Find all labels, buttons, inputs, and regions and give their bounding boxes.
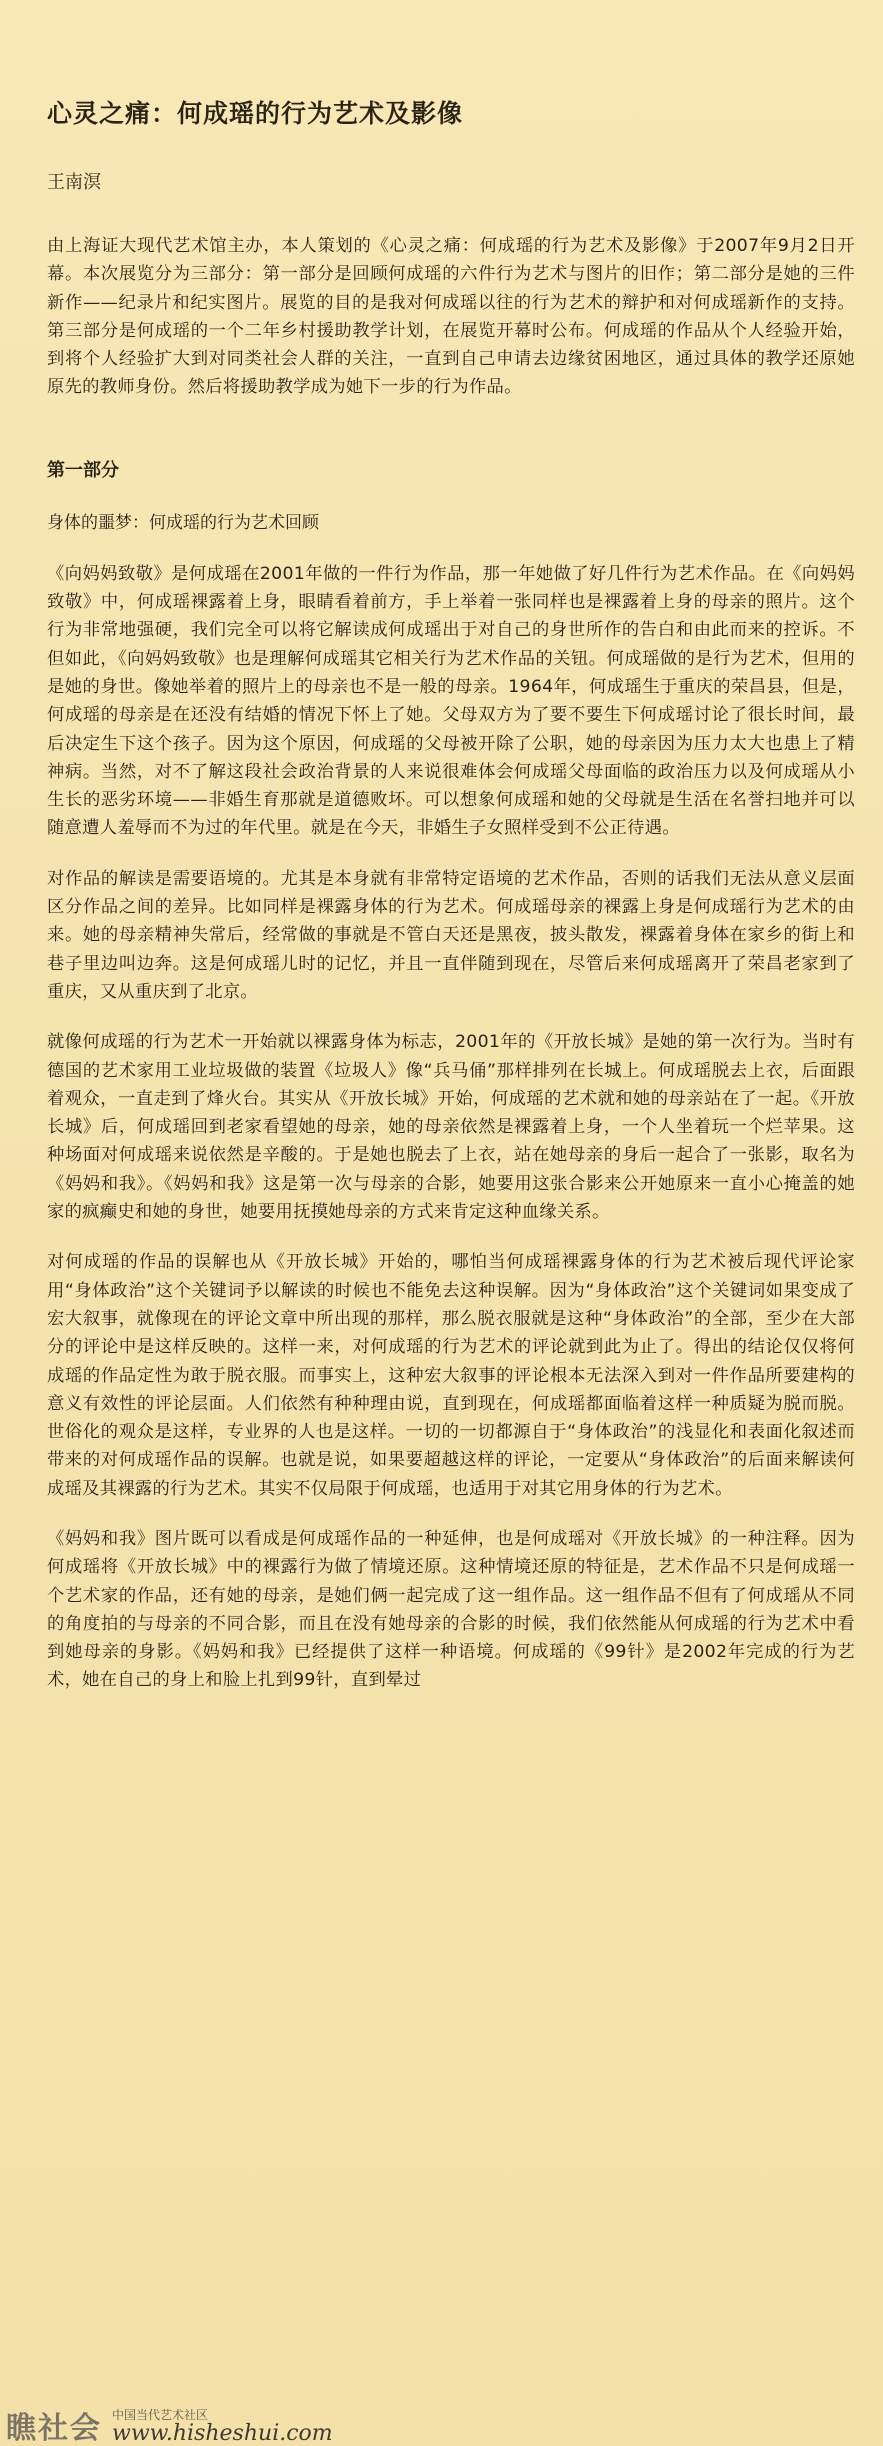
intro-paragraph: 由上海证大现代艺术馆主办，本人策划的《心灵之痛：何成瑶的行为艺术及影像》于2007年9月2日开幕。本次展览分为三部分：第一部分是回顾何成瑶的六件行为艺术与图片的旧作；第二部分是她的三件新作——纪录片和纪实图片。展览的目的是我对何成瑶以往的行为艺术的辩护和对何成瑶新作的支持。第三部分是何成瑶的一个二年乡村援助教学计划，在展览开幕时公布。何成瑶的作品从个人经验开始，到将个人经验扩大到对同类社会人群的关注，一直到自己申请去边缘贫困地区，通过具体的教学还原她原先的教师身份。然后将援助教学成为她下一步的行为作品。 bbox=[47, 236, 855, 398]
body-paragraph: 对何成瑶的作品的误解也从《开放长城》开始的，哪怕当何成瑶裸露身体的行为艺术被后现代评论家用“身体政治”这个关键词予以解读的时候也不能免去这种误解。因为“身体政治”这个关键词如果变成了宏大叙事，就像现在的评论文章中所出现的那样，那么脱衣服就是这种“身体政治”的全部，至少在大部分的评论中是这样反映的。这样一来，对何成瑶的行为艺术的评论就到此为止了。得出的结论仅仅将何成瑶的作品定性为敢于脱衣服。而事实上，这种宏大叙事的评论根本无法深入到对一件作品所要建构的意义有效性的评论层面。人们依然有种种理由说，直到现在，何成瑶都面临着这样一种质疑为脱而脱。世俗化的观众是这样，专业界的人也是这样。一切的一切都源自于“身体政治”的浅显化和表面化叙述而带来的对何成瑶作品的误解。也就是说，如果要超越这样的评论，一定要从“身体政治”的后面来解读何成瑶及其裸露的行为艺术。其实不仅局限于何成瑶，也适用于对其它用身体的行为艺术。 bbox=[47, 1252, 855, 1499]
body-paragraph: 《向妈妈致敬》是何成瑶在2001年做的一件行为作品，那一年她做了好几件行为艺术作品。在《向妈妈致敬》中，何成瑶裸露着上身，眼睛看着前方，手上举着一张同样也是裸露着上身的母亲的照片。这个行为非常地强硬，我们完全可以将它解读成何成瑶出于对自己的身世所作的告白和由此而来的控诉。不但如此，《向妈妈致敬》也是理解何成瑶其它相关行为艺术作品的关钮。何成瑶做的是行为艺术，但用的是她的身世。像她举着的照片上的母亲也不是一般的母亲。1964年，何成瑶生于重庆的荣昌县，但是，何成瑶的母亲是在还没有结婚的情况下怀上了她。父母双方为了要不要生下何成瑶讨论了很长时间，最后决定生下这个孩子。因为这个原因，何成瑶的父母被开除了公职，她的母亲因为压力太大也患上了精神病。当然，对不了解这段社会政治背景的人来说很难体会何成瑶父母面临的政治压力以及何成瑶从小生长的恶劣环境——非婚生育那就是道德败坏。可以想象何成瑶和她的父母就是生活在名誉扫地并可以随意遭人羞辱而不为过的年代里。就是在今天，非婚生子女照样受到不公正待遇。 bbox=[47, 563, 855, 839]
watermark-logo: 瞧社会 bbox=[6, 2411, 102, 2446]
article-author: 王南溟 bbox=[47, 172, 101, 193]
section-1-subheading: 身体的噩梦：何成瑶的行为艺术回顾 bbox=[47, 512, 319, 533]
site-watermark bbox=[0, 2404, 883, 2446]
article bbox=[47, 96, 855, 1717]
section-1-heading: 第一部分 bbox=[47, 459, 119, 481]
watermark-url: www.hisheshui.com bbox=[112, 2421, 333, 2446]
article-title: 心灵之痛：何成瑶的行为艺术及影像 bbox=[47, 99, 464, 128]
body-paragraph: 就像何成瑶的行为艺术一开始就以裸露身体为标志，2001年的《开放长城》是她的第一次行为。当时有德国的艺术家用工业垃圾做的装置《垃圾人》像“兵马俑”那样排列在长城上。何成瑶脱去上衣，后面跟着观众，一直走到了烽火台。其实从《开放长城》开始，何成瑶的艺术就和她的母亲站在了一起。《开放长城》后，何成瑶回到老家看望她的母亲，她的母亲依然是裸露着上身，一个人坐着玩一个烂苹果。这种场面对何成瑶来说依然是辛酸的。于是她也脱去了上衣，站在她母亲的身后一起合了一张影，取名为《妈妈和我》。《妈妈和我》这是第一次与母亲的合影，她要用这张合影来公开她原来一直小心掩盖的她家的疯癫史和她的身世，她要用抚摸她母亲的方式来肯定这种血缘关系。 bbox=[47, 1032, 855, 1223]
body-paragraph: 对作品的解读是需要语境的。尤其是本身就有非常特定语境的艺术作品，否则的话我们无法从意义层面区分作品之间的差异。比如同样是裸露身体的行为艺术。何成瑶母亲的裸露上身是何成瑶行为艺术的由来。她的母亲精神失常后，经常做的事就是不管白天还是黑夜，披头散发，裸露着身体在家乡的街上和巷子里边叫边奔。这是何成瑶儿时的记忆，并且一直伴随到现在，尽管后来何成瑶离开了荣昌老家到了重庆，又从重庆到了北京。 bbox=[47, 868, 855, 1002]
watermark-text bbox=[112, 2408, 333, 2446]
body-paragraph: 《妈妈和我》图片既可以看成是何成瑶作品的一种延伸，也是何成瑶对《开放长城》的一种注释。因为何成瑶将《开放长城》中的裸露行为做了情境还原。这种情境还原的特征是，艺术作品不只是何成瑶一个艺术家的作品，还有她的母亲，是她们俩一起完成了这一组作品。这一组作品不但有了何成瑶从不同的角度拍的与母亲的不同合影，而且在没有她母亲的合影的时候，我们依然能从何成瑶的行为艺术中看到她母亲的身影。《妈妈和我》已经提供了这样一种语境。何成瑶的《99针》是2002年完成的行为艺术，她在自己的身上和脸上扎到99针，直到晕过 bbox=[47, 1528, 855, 1691]
watermark-caption: 中国当代艺术社区 bbox=[112, 2408, 209, 2422]
